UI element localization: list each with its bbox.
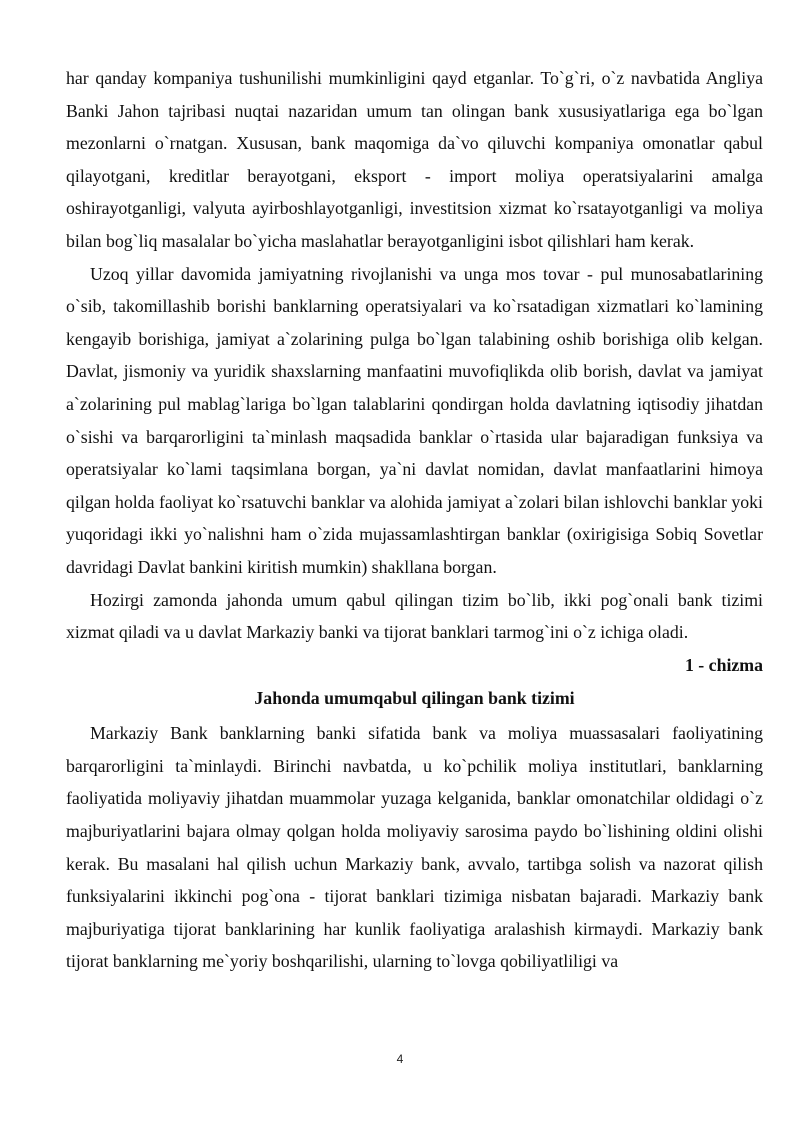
document-page (66, 62, 763, 978)
figure-title: Jahonda umumqabul qilingan bank tizimi (254, 688, 575, 709)
paragraph-continuation: har qanday kompaniya tushunilishi mumkinligini qayd etganlar. To`g`ri, o`z navbatida Angliya Banki Jahon tajribasi nuqtai nazaridan umum tan olingan bank xususiyatlariga ega bo`lgan mezonlarni o`rnatgan. Xususan, bank maqomiga da`vo qiluvchi kompaniya omonatlar qabul qilayotgani, kreditlar berayotgani, eksport - import moliya operatsiyalarini amalga oshirayotganligi, valyuta ayirboshlayotganligi, investitsion xizmat ko`rsatayotganligi va moliya bilan bog`liq masalalar bo`yicha maslahatlar berayotganligini isbot qilishlari ham kerak. (66, 68, 763, 251)
page-number: 4 (396, 1052, 404, 1066)
paragraph-central-bank: Markaziy Bank banklarning banki sifatida bank va moliya muassasalari faoliyatining barqarorligini ta`minlaydi. Birinchi navbatda, u ko`pchilik moliya institutlari, banklarning faoliyatida moliyaviy jihatdan muammolar yuzaga kelganida, banklar omonatchilar oldidagi o`z majburiyatlarini bajara olmay qolgan holda moliyaviy sarosima paydo bo`lishining oldini olishi kerak. Bu masalani hal qilish uchun Markaziy bank, avvalo, tartibga solish va nazorat qilish funksiyalarini ikkinchi pog`ona - tijorat banklari tizimiga nisbatan bajaradi. Markaziy bank majburiyatiga tijorat banklarining har kunlik faoliyatiga aralashish kirmaydi. Markaziy bank tijorat banklarning me`yoriy boshqarilishi, ularning to`lovga qobiliyatliligi va (66, 723, 763, 972)
figure-label: 1 - chizma (684, 654, 763, 675)
paragraph-two-tier-system: Hozirgi zamonda jahonda umum qabul qilingan tizim bo`lib, ikki pog`onali bank tizimi xizmat qiladi va u davlat Markaziy banki va tijorat banklari tarmog`ini o`z ichiga oladi. (66, 589, 763, 643)
paragraph-bank-history: Uzoq yillar davomida jamiyatning rivojlanishi va unga mos tovar - pul munosabatlarining o`sib, takomillashib borishi banklarning operatsiyalari va ko`rsatadigan xizmatlari ko`lamining kengayib borishiga, jamiyat a`zolarining pulga bo`lgan talabining oshib borishiga olib kelgan. Davlat, jismoniy va yuridik shaxslarning manfaatini muvofiqlikda olib borish, davlat va jamiyat a`zolarining pul mablag`lariga bo`lgan talablarini qondirgan holda davlatning iqtisodiy jihatdan o`sishi va barqarorligini ta`minlash maqsadida banklar o`rtasida ular bajaradigan funksiya va operatsiyalar ko`lami taqsimlana borgan, ya`ni davlat nomidan, davlat manfaatlarini himoya qilgan holda faoliyat ko`rsatuvchi banklar va alohida jamiyat a`zolari bilan ishlovchi banklar yoki yuqoridagi ikki yo`nalishni ham o`zida mujassamlashtirgan banklar (oxirigisiga Sobiq Sovetlar davridagi Davlat bankini kiritish mumkin) shakllana borgan. (66, 263, 763, 577)
